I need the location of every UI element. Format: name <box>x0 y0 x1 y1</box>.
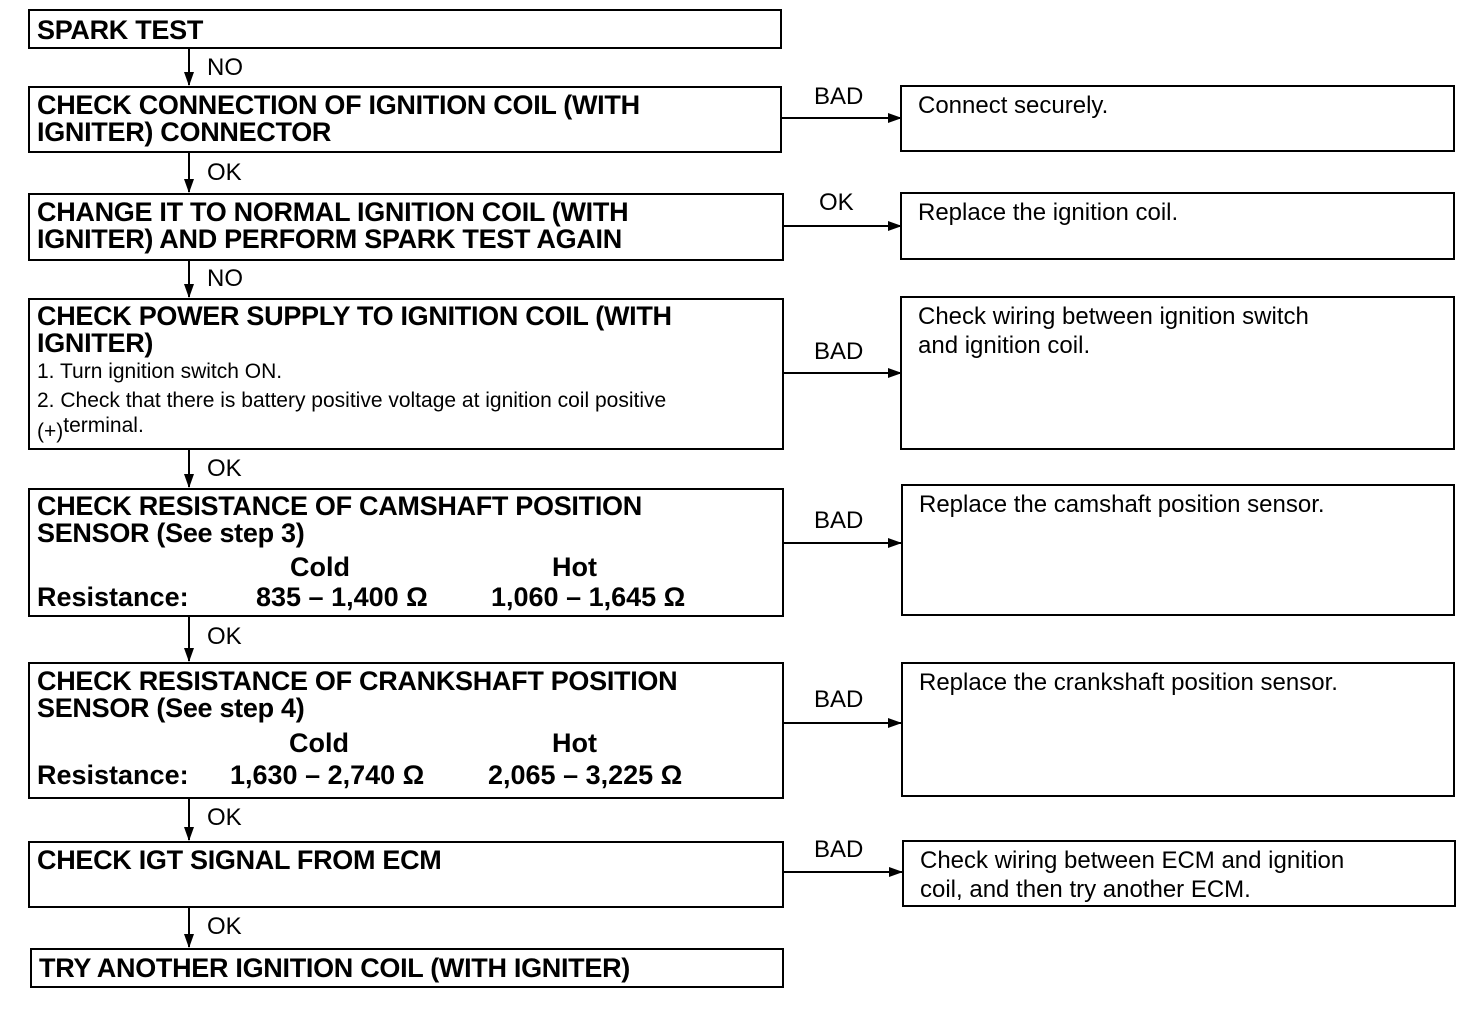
step-igt-signal-title: CHECK IGT SIGNAL FROM ECM <box>37 845 442 875</box>
step-check-power-instruction-2: 2. Check that there is battery positive voltage at ignition coil positive <box>37 389 667 412</box>
label-down-ok-2: OK <box>207 159 242 186</box>
label-down-no-3: NO <box>207 265 243 292</box>
step-camshaft-title: CHECK RESISTANCE OF CAMSHAFT POSITION SENSOR (See step 3) <box>37 491 642 548</box>
step-try-another-title: TRY ANOTHER IGNITION COIL (WITH IGNITER) <box>39 953 630 983</box>
step-crankshaft-resistance <box>28 662 784 799</box>
label-side-ok-2: OK <box>819 189 854 216</box>
label-side-bad-5: BAD <box>814 686 864 713</box>
result-replace-ignition-coil: Replace the ignition coil. <box>900 192 1455 260</box>
step-try-another-coil <box>30 948 784 988</box>
step-check-power-title: CHECK POWER SUPPLY TO IGNITION COIL (WITH IGNITER) <box>37 301 672 358</box>
label-side-bad-3: BAD <box>814 338 864 365</box>
step-crankshaft-title: CHECK RESISTANCE OF CRANKSHAFT POSITION SENSOR (See step 4) <box>37 666 678 723</box>
step-check-power <box>28 298 784 450</box>
label-side-bad-4: BAD <box>814 507 864 534</box>
positive-terminal-symbol: (+) <box>37 420 64 443</box>
result-check-wiring-switch: Check wiring between ignition switch and ignition coil. <box>900 296 1455 450</box>
step-check-power-instruction-1: 1. Turn ignition switch ON. <box>37 360 283 383</box>
label-side-bad-6: BAD <box>814 836 864 863</box>
crankshaft-hot-header: Hot <box>552 728 597 758</box>
label-down-no-1: NO <box>207 54 243 81</box>
camshaft-cold-header: Cold <box>290 552 350 582</box>
label-down-ok-4: OK <box>207 455 242 482</box>
result-replace-crankshaft-sensor: Replace the crankshaft position sensor. <box>901 662 1455 797</box>
step-check-power-instruction-3: (+)terminal. <box>37 414 144 443</box>
crankshaft-cold-header: Cold <box>289 728 349 758</box>
crankshaft-resistance-label: Resistance: <box>37 760 189 790</box>
camshaft-cold-value: 835 – 1,400 Ω <box>256 582 428 612</box>
step-change-coil <box>28 193 784 261</box>
camshaft-resistance-label: Resistance: <box>37 582 189 612</box>
step-spark-test <box>28 9 782 49</box>
label-side-bad-1: BAD <box>814 83 864 110</box>
step-check-connection <box>28 86 782 153</box>
label-down-ok-7: OK <box>207 913 242 940</box>
step-check-connection-title: CHECK CONNECTION OF IGNITION COIL (WITH IGNITER) CONNECTOR <box>37 90 640 147</box>
step-camshaft-resistance <box>28 488 784 617</box>
camshaft-hot-value: 1,060 – 1,645 Ω <box>491 582 686 612</box>
result-connect-securely: Connect securely. <box>900 85 1455 152</box>
label-down-ok-5: OK <box>207 623 242 650</box>
step-igt-signal <box>28 841 784 908</box>
crankshaft-hot-value: 2,065 – 3,225 Ω <box>488 760 683 790</box>
step-spark-test-title: SPARK TEST <box>37 15 204 45</box>
label-down-ok-6: OK <box>207 804 242 831</box>
crankshaft-cold-value: 1,630 – 2,740 Ω <box>230 760 425 790</box>
result-replace-camshaft-sensor: Replace the camshaft position sensor. <box>901 484 1455 616</box>
step-change-coil-title: CHANGE IT TO NORMAL IGNITION COIL (WITH IGNITER) AND PERFORM SPARK TEST AGAIN <box>37 197 629 254</box>
result-check-wiring-ecm: Check wiring between ECM and ignition coil, and then try another ECM. <box>902 840 1456 907</box>
camshaft-hot-header: Hot <box>552 552 597 582</box>
